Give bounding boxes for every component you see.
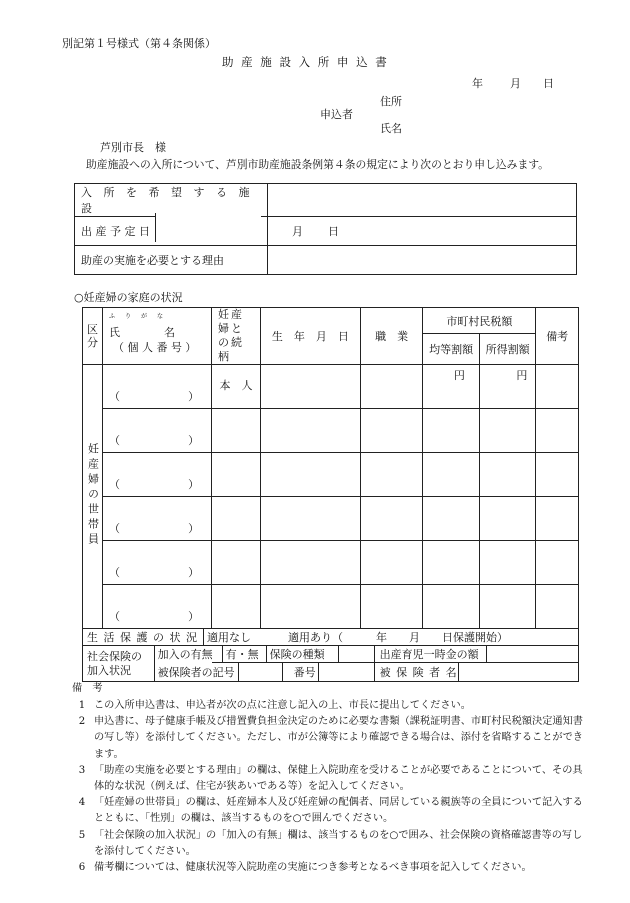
due-month-label: 月: [292, 225, 303, 238]
member-remarks-5[interactable]: [536, 541, 579, 585]
insurance-divider-9: [318, 662, 319, 681]
member-birthdate-3[interactable]: [260, 453, 360, 497]
member-tax-income-3[interactable]: [479, 453, 535, 497]
member-occupation-3[interactable]: [360, 453, 422, 497]
member-relation-6[interactable]: [212, 585, 261, 629]
applicant-label: 申込者: [320, 108, 353, 121]
member-occupation-2[interactable]: [360, 409, 422, 453]
col-tax-income: 所得割額: [479, 334, 535, 365]
paren-open: （: [108, 478, 120, 491]
insurance-symbol-label: 被保険者の記号: [157, 666, 235, 679]
col-occupation: 職 業: [360, 308, 422, 365]
date-year-label: 年: [472, 77, 483, 90]
family-section-title: ○妊産婦の家庭の状況: [74, 291, 183, 304]
note-item: [70, 828, 585, 860]
facility-field[interactable]: [268, 184, 577, 217]
member-tax-income-5[interactable]: [479, 541, 535, 585]
note-text: 申込書に、母子健康手帳及び措置費負担金決定のために必要な書類（課税証明書、市町村民税額決定通知書の写し等）を添付してください。ただし、市が公簿等により確認できる場合は、添付を省略することができます。: [94, 716, 583, 760]
member-tax-income-2[interactable]: [479, 409, 535, 453]
date-month-label: 月: [510, 77, 521, 90]
member-tax-equal-4[interactable]: [423, 497, 480, 541]
member-occupation-5[interactable]: [360, 541, 422, 585]
insurance-divider-2: [222, 645, 223, 662]
insurance-enrolled-label: 加入の有無: [157, 648, 213, 661]
insurance-number-label: 番号: [293, 666, 316, 679]
note-item: [70, 698, 585, 714]
note-text: 「妊産婦の世帯員」の欄は、妊産婦本人及び妊産婦の配偶者、同居している親族等の全員について記入するとともに、「性別」の欄は、該当するものを○で囲んでください。: [94, 797, 583, 825]
member-occupation-1[interactable]: [360, 365, 422, 409]
paren-open: （: [108, 390, 120, 403]
member-remarks-4[interactable]: [536, 497, 579, 541]
member-birthdate-6[interactable]: [260, 585, 360, 629]
member-tax-equal-2[interactable]: [423, 409, 480, 453]
col-furigana: ふ り が な: [108, 313, 165, 320]
member-name-3[interactable]: [102, 453, 211, 497]
member-birthdate-2[interactable]: [260, 409, 360, 453]
due-date-field[interactable]: [268, 217, 577, 246]
paren-close: ）: [188, 610, 200, 623]
paren-open: （: [108, 522, 120, 535]
member-tax-income-6[interactable]: [479, 585, 535, 629]
member-relation-3[interactable]: [212, 453, 261, 497]
insurance-lump-sum-label: 出産育児一時金の額: [379, 648, 479, 661]
insurance-row-2: [157, 663, 579, 682]
note-number: 5: [78, 829, 86, 841]
note-item: [70, 795, 585, 827]
member-name-5[interactable]: [102, 541, 211, 585]
date-day-label: 日: [543, 77, 554, 90]
member-remarks-6[interactable]: [536, 585, 579, 629]
family-table: [82, 307, 579, 682]
self-label: 本 人: [212, 365, 261, 409]
note-item: [70, 763, 585, 795]
member-tax-equal-3[interactable]: [423, 453, 480, 497]
note-item: [70, 714, 585, 763]
due-date-label: 出 産 予 定 日: [75, 217, 268, 246]
note-text: 「社会保険の加入状況」の「加入の有無」欄は、該当するものを○で囲み、社会保険の資格確認書等の写しを添付してください。: [94, 829, 583, 857]
name-label: 氏名: [380, 122, 402, 135]
col-personal-number: （ 個 人 番 号 ）: [112, 341, 197, 354]
col-birthdate: 生 年 月 日: [260, 308, 360, 365]
member-name-2[interactable]: [102, 409, 211, 453]
col-tax-equal: 均等割額: [423, 334, 480, 365]
col-name-label: 氏 名: [108, 326, 175, 339]
paren-open: （: [108, 434, 120, 447]
paren-open: （: [108, 566, 120, 579]
member-relation-4[interactable]: [212, 497, 261, 541]
yen-equal: 円: [423, 365, 480, 409]
due-date-divider: [155, 213, 261, 242]
member-name-6[interactable]: [102, 585, 211, 629]
note-text: この入所申込書は、申込者が次の点に注意し記入の上、市長に提出してください。: [94, 700, 471, 711]
insurance-divider-10: [458, 662, 459, 681]
insurance-type-label: 保険の種類: [269, 648, 325, 661]
member-remarks-2[interactable]: [536, 409, 579, 453]
note-item: [70, 860, 585, 876]
insurance-divider-8: [282, 662, 283, 681]
member-relation-5[interactable]: [212, 541, 261, 585]
paren-close: ）: [188, 522, 200, 535]
col-tax: 市町村民税額: [423, 308, 536, 334]
paren-close: ）: [188, 478, 200, 491]
note-number: 1: [78, 700, 86, 711]
paren-close: ）: [188, 390, 200, 403]
col-remarks: 備考: [536, 308, 579, 365]
insurance-label: 社会保険の加入状況: [87, 649, 142, 677]
insurance-insured-name-label: 被 保 険 者 名: [379, 666, 458, 679]
col-name: [102, 308, 211, 365]
note-number: 3: [78, 764, 86, 776]
row-group-text: 妊産婦の世帯員: [86, 442, 100, 548]
col-relation-label: 妊産婦との続柄: [218, 308, 245, 363]
insurance-divider: [154, 645, 155, 681]
insurance-divider-3: [266, 645, 267, 662]
reason-field[interactable]: [268, 246, 577, 275]
insurance-yes-no[interactable]: 有・無: [225, 648, 259, 661]
note-text: 「助産の実施を必要とする理由」の欄は、保健上入院助産を受けることが必要であることについて、その具体的な状況（例えば、住宅が狭あいである等）を記入してください。: [94, 764, 583, 793]
paren-open: （: [108, 610, 120, 623]
note-text: 備考欄については、健康状況等入院助産の実施につき参考となるべき事項を記入してください。: [94, 862, 532, 874]
member-tax-equal-6[interactable]: [423, 585, 480, 629]
note-number: 4: [78, 797, 86, 809]
form-number: 別記第１号様式（第４条関係）: [62, 37, 216, 50]
insurance-row-1: [157, 646, 579, 663]
member-remarks-3[interactable]: [536, 453, 579, 497]
col-category-label: 区分: [86, 323, 98, 349]
facility-table: [74, 183, 577, 275]
col-relation: [212, 308, 261, 365]
insurance-divider-6: [486, 645, 487, 662]
insurance-divider-7: [238, 662, 239, 681]
welfare-label: 生 活 保 護 の 状 況: [87, 631, 198, 644]
yen-income: 円: [479, 365, 535, 409]
welfare-applied[interactable]: 適用あり（ 年 月 日保護開始）: [288, 631, 508, 644]
note-number: 2: [78, 716, 86, 728]
member-tax-equal-5[interactable]: [423, 541, 480, 585]
member-occupation-6[interactable]: [360, 585, 422, 629]
notes-list: [70, 698, 585, 876]
col-category: [83, 308, 103, 365]
member-relation-2[interactable]: [212, 409, 261, 453]
member-name-4[interactable]: [102, 497, 211, 541]
member-birthdate-1[interactable]: [260, 365, 360, 409]
member-occupation-4[interactable]: [360, 497, 422, 541]
reason-label: 助産の実施を必要とする理由: [75, 246, 268, 275]
facility-label: 入 所 を 希 望 す る 施 設: [75, 184, 268, 217]
addressee: 芦別市長 様: [100, 141, 166, 154]
insurance-divider-4: [338, 645, 339, 662]
member-remarks-1[interactable]: [536, 365, 579, 409]
paren-close: ）: [188, 434, 200, 447]
address-label: 住所: [380, 95, 402, 108]
paren-close: ）: [188, 566, 200, 579]
note-number: 6: [78, 862, 86, 874]
member-birthdate-4[interactable]: [260, 497, 360, 541]
intro-text: 助産施設への入所について、芦別市助産施設条例第４条の規定により次のとおり申し込みます。: [86, 158, 549, 171]
notes-heading: 備 考: [72, 683, 103, 694]
page-title: 助 産 施 設 入 所 申 込 書: [222, 55, 389, 69]
member-tax-income-4[interactable]: [479, 497, 535, 541]
welfare-divider: [203, 628, 204, 645]
welfare-row: [83, 629, 579, 646]
row-group-label: [83, 365, 103, 629]
member-birthdate-5[interactable]: [260, 541, 360, 585]
member-name-1[interactable]: [102, 365, 211, 409]
due-day-label: 日: [328, 225, 339, 238]
welfare-not-applied[interactable]: 適用なし: [207, 631, 251, 644]
